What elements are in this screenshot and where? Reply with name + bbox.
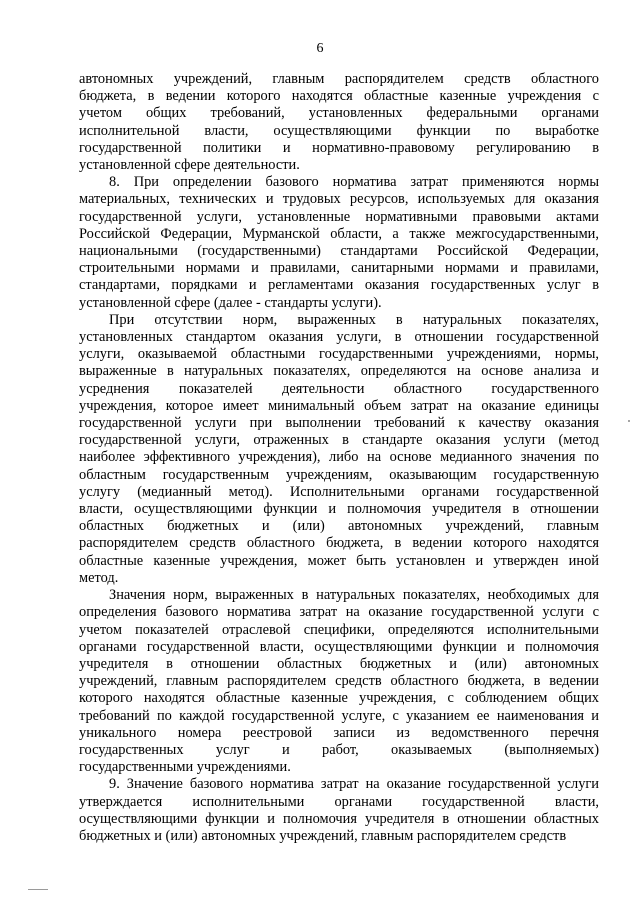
text-line: учреждения, которое имеет минимальный объем затрат на оказание единицы [79,397,599,414]
text-line: материальных, технических и трудовых ресурсов, используемых для оказания [79,191,599,208]
text-line: учетом показателей отраслевой специфики, определяются исполнительными [79,621,599,638]
text-line: областные казенные учреждения, может быть установлен и утвержден иной [79,552,599,569]
text-line: наиболее эффективного учреждения), либо на основе медианного значения по [79,449,599,466]
text-line: бюджетных и (или) автономных учреждений, главным распорядителем средств [79,827,567,844]
paragraph-absent-norms [79,312,599,587]
text-line: установленной сфере деятельности. [79,157,300,174]
text-line: Значения норм, выраженных в натуральных показателях, необходимых для [109,587,599,604]
text-line: установленных стандартом оказания услуги, в отношении государственной [79,329,599,346]
text-line: государственной услуги, установленные нормативными правовыми актами [79,208,599,225]
text-line: определения базового норматива затрат на оказание государственной услуги с [79,604,599,621]
text-line: Российской Федерации, Мурманской области, а также межгосударственными, [79,225,599,242]
scan-mark [28,889,48,890]
paragraph-norm-values [79,587,599,776]
paragraph-item-8 [79,174,599,312]
text-line: усреднения показателей деятельности областного государственного [79,380,599,397]
text-line: распорядителем средств областного бюджета, в ведении которого находятся [79,535,599,552]
text-line: утверждается исполнительными органами государственной власти, [79,793,599,810]
text-line: государственной услуги, отраженных в стандарте оказания услуги (метод [79,432,599,449]
page-number: 6 [316,41,324,56]
text-line: государственной услуги при выполнении требований к качеству оказания [79,415,599,432]
text-line: осуществляющими функции и полномочия учредителя в отношении областных [79,810,599,827]
text-line: 8. При определении базового норматива затрат применяются нормы [109,174,599,191]
text-line: При отсутствии норм, выраженных в натуральных показателях, [109,311,599,328]
text-line: национальными (государственными) стандартами Российской Федерации, [79,243,599,260]
text-line: услуги, оказываемой областными государственными учреждениями, нормы, [79,346,599,363]
text-line: автономных учреждений, главным распорядителем средств областного [79,71,599,87]
text-line: власти, осуществляющими функции и полномочия учредителя в отношении [79,501,599,518]
text-line: государственных услуг и работ, оказываемых (выполняемых) [79,741,599,758]
text-line: исполнительной власти, осуществляющими функции по выработке [79,122,599,139]
text-line: которого находятся областные казенные учреждения, с соблюдением общих [79,690,599,707]
text-line: областным государственным учреждениям, оказывающим государственную [79,466,599,483]
paragraph-continuation [79,71,599,174]
text-line: учредителя в отношении областных бюджетных и (или) автономных [79,655,599,672]
text-line: государственными учреждениями. [79,759,291,776]
text-line: услугу (медианный метод). Исполнительными органами государственной [79,483,599,500]
text-line: учетом общих требований, установленных федеральными органами [79,105,599,122]
scan-dot [628,420,630,422]
text-line: строительными нормами и правилами, санитарными нормами и правилами, [79,260,599,277]
text-line: установленной сфере (далее - стандарты услуги). [79,294,382,311]
text-line: требований по каждой государственной услуге, с указанием ее наименования и [79,707,599,724]
text-line: уникального номера реестровой записи из ведомственного перечня [79,724,599,741]
text-line: областных бюджетных и (или) автономных учреждений, главным [79,518,599,535]
text-line: органами государственной власти, осуществляющими функции и полномочия [79,638,599,655]
document-body [79,71,599,845]
text-line: государственной политики и нормативно-правовому регулированию в [79,139,599,156]
paragraph-item-9 [79,776,599,845]
text-line: бюджета, в ведении которого находятся областные казенные учреждения с [79,88,599,105]
text-line: выраженные в натуральных показателях, определяются на основе анализа и [79,363,599,380]
text-line: стандартами, порядками и регламентами оказания государственных услуг в [79,277,599,294]
text-line: 9. Значение базового норматива затрат на оказание государственной услуги [109,776,599,793]
text-line: учреждений, главным распорядителем средств областного бюджета, в ведении [79,673,599,690]
text-line: метод. [79,569,119,586]
